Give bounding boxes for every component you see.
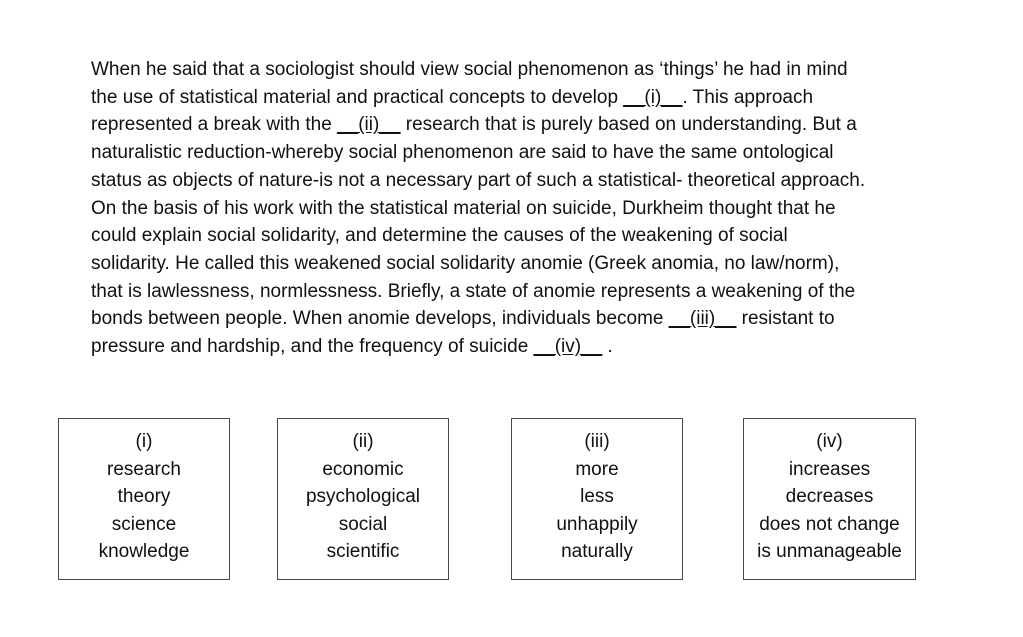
option-box-ii bbox=[277, 418, 449, 580]
blank-iii: __(iii)__ bbox=[668, 308, 737, 330]
option-choice[interactable]: science bbox=[111, 513, 177, 535]
passage-line bbox=[91, 278, 971, 306]
passage-line bbox=[91, 333, 971, 361]
passage-line bbox=[91, 250, 971, 278]
option-box-label: (iv) bbox=[816, 431, 843, 452]
passage-text: When he said that a sociologist should view social phenomenon as ‘things’ he had in mind bbox=[91, 59, 848, 80]
option-box-iii bbox=[511, 418, 683, 580]
passage-text: naturalistic reduction-whereby social phenomenon are said to have the same ontological bbox=[91, 142, 834, 164]
passage-text: resistant to bbox=[736, 308, 835, 330]
option-choice[interactable]: less bbox=[580, 486, 614, 507]
option-choice[interactable]: knowledge bbox=[98, 541, 190, 562]
passage-line bbox=[91, 56, 971, 84]
passage-text: bonds between people. When anomie develops, individuals become bbox=[91, 308, 669, 330]
passage-line bbox=[91, 139, 971, 167]
passage-line bbox=[91, 84, 971, 112]
passage-text: that is lawlessness, normlessness. Briefly, a state of anomie represents a weakening of the bbox=[91, 280, 856, 302]
passage-line bbox=[91, 305, 971, 333]
option-choice[interactable]: unhappily bbox=[556, 513, 638, 535]
option-choice[interactable]: psychological bbox=[305, 486, 421, 507]
passage-text: . This approach bbox=[682, 86, 814, 108]
option-choice[interactable]: naturally bbox=[561, 541, 633, 562]
option-choice[interactable]: is unmanageable bbox=[757, 541, 902, 562]
passage-text: the use of statistical material and practical concepts to develop bbox=[91, 86, 624, 108]
passage-text: solidarity. He called this weakened social solidarity anomie (Greek anomia, no law/norm), bbox=[91, 252, 840, 274]
option-box-label: (ii) bbox=[352, 431, 374, 452]
passage-text: research that is purely based on understanding. But a bbox=[400, 114, 857, 136]
passage-text: status as objects of nature-is not a necessary part of such a statistical- theoretical approach. bbox=[91, 169, 866, 191]
option-box-i bbox=[58, 418, 230, 580]
passage-text: represented a break with the bbox=[91, 114, 338, 136]
passage-line bbox=[91, 111, 971, 139]
passage-text: pressure and hardship, and the frequency of suicide bbox=[91, 336, 534, 358]
option-choice[interactable]: theory bbox=[117, 486, 171, 507]
option-choice[interactable]: research bbox=[107, 458, 181, 480]
option-choice[interactable]: economic bbox=[322, 458, 404, 480]
option-choice[interactable]: scientific bbox=[326, 541, 400, 562]
option-choice[interactable]: increases bbox=[788, 458, 871, 480]
option-choice[interactable]: decreases bbox=[785, 486, 874, 507]
question-passage bbox=[91, 56, 971, 361]
option-choice[interactable]: more bbox=[575, 458, 619, 480]
option-box-label: (i) bbox=[135, 431, 153, 452]
passage-text: could explain social solidarity, and determine the causes of the weakening of social bbox=[91, 225, 788, 247]
option-box-label: (iii) bbox=[584, 431, 610, 452]
passage-text: On the basis of his work with the statistical material on suicide, Durkheim thought that he bbox=[91, 197, 836, 219]
passage-text: . bbox=[602, 336, 613, 358]
passage-line bbox=[91, 222, 971, 250]
option-choice[interactable]: social bbox=[338, 513, 388, 535]
passage-line bbox=[91, 167, 971, 195]
option-choice[interactable]: does not change bbox=[759, 513, 900, 535]
option-box-iv bbox=[743, 418, 916, 580]
blank-i: __(i)__ bbox=[623, 86, 683, 108]
blank-ii: __(ii)__ bbox=[337, 114, 401, 136]
passage-line bbox=[91, 195, 971, 223]
blank-iv: __(iv)__ bbox=[533, 336, 603, 358]
